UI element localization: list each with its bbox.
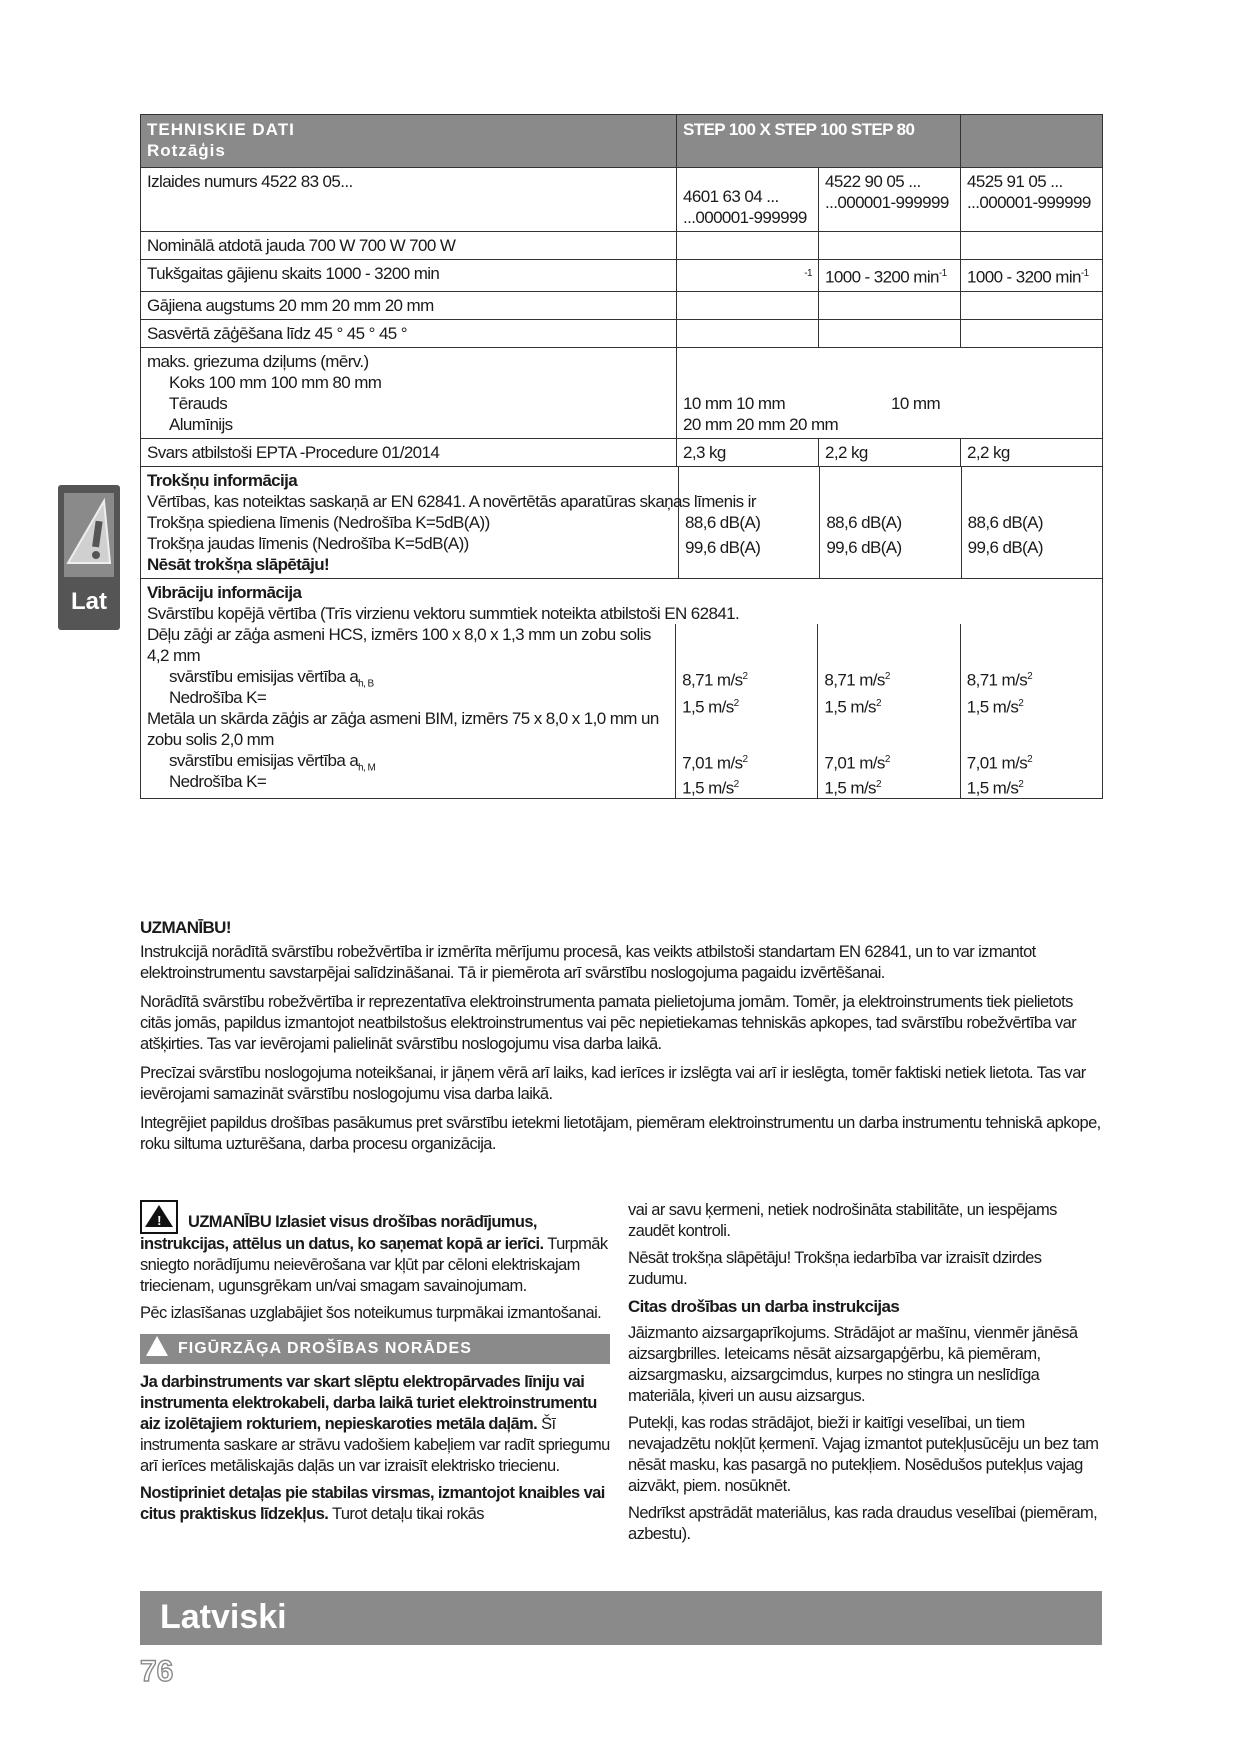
noise-intro: Vērtības, kas noteiktas saskaņā ar EN 62841. A novērtētās aparatūras skaņas līmenis ir — [147, 491, 756, 511]
noise-protect: Nēsāt trokšņa slāpētāju! — [147, 554, 330, 574]
table-subtitle: Rotzāģis — [147, 141, 226, 160]
strokes-c3: 1000 - 3200 $\min^{-1}$ — [961, 260, 1103, 292]
table-row — [141, 319, 1103, 347]
noise-pressure: Trokšņa spiediena līmenis (Nedrošība K=5dB(A)) — [147, 512, 490, 532]
warning-triangle-icon: ! — [140, 1200, 178, 1234]
noise-power: Trokšņa jaudas līmenis (Nedrošība K=5dB(A)) — [147, 533, 469, 553]
table-row — [141, 168, 1103, 232]
weight-c3: 2,2 kg — [961, 438, 1103, 466]
table-row — [141, 291, 1103, 319]
stroke-height-row: Gājiena augstums 20 mm 20 mm 20 mm — [141, 291, 677, 319]
release-label: Izlaides numurs 4522 83 05... — [141, 168, 677, 232]
table-row — [141, 232, 1103, 260]
warning-title: UZMANĪBU! — [140, 918, 231, 937]
release-c1: 4601 63 04 ... ...000001-999999 — [677, 168, 819, 232]
left-column — [140, 1200, 610, 1531]
warning-p1: Instrukcijā norādītā svārstību robežvērtība ir izmērīta mērījumu procesā, kas veikts atbilstoši standartam EN 62841, un to var izmantot elektroinstrumentu savstarpējai salīdzināšanai. Tā ir piemērota arī svārstību noslogojuma pagaidu izvērtēšanai. — [140, 943, 1036, 982]
table-row — [141, 260, 1103, 292]
weight-c1: 2,3 kg — [677, 438, 819, 466]
safety-1: Ja darbinstruments var skart slēptu elektropārvades līniju vai instrumenta elektrokabeli, darba laikā turiet elektroinstrumentu aiz izolētajiem rokturiem, nepieskaroties metāla daļām. Šī instrumenta saskare ar strāvu vadošiem kabeļiem var radīt spriegumu arī ierīces metāliskajās daļās un var izraisīt elektrisko triecienu. — [140, 1373, 610, 1475]
table-row — [141, 347, 1103, 438]
models-header-empty — [961, 115, 1103, 168]
power-row: Nominālā atdotā jauda 700 W 700 W 700 W — [141, 232, 677, 260]
warning-p2: Norādītā svārstību robežvērtība ir reprezentatīva elektroinstrumenta pamata pielietojuma jomām. Tomēr, ja elektroinstruments tiek pielietots citās jomās, papildus izmantojot neatbilstošus elektroinstrumentus vai pēc nepietiekamas tehniskās apkopes, tad svārstību robežvērtība var atšķirties. Tas var ievērojami palielināt svārstību noslogojumu visa darba laikā. — [140, 993, 1077, 1053]
safety-2: Nostipriniet detaļas pie stabilas virsmas, izmantojot knaibles vai citus praktiskus līdzekļus. Turot detaļu tikai rokās — [140, 1484, 605, 1523]
table-title: TEHNISKIE DATI — [147, 120, 295, 139]
warning-triangle-icon — [146, 1336, 168, 1356]
vib-intro: Svārstību kopējā vērtība (Trīs virzienu vektoru summtiek noteikta atbilstoši EN 62841. — [147, 603, 740, 623]
language-side-tab — [58, 485, 120, 630]
release-c3: 4525 91 05 ... ...000001-999999 — [961, 168, 1103, 232]
strokes-c1: -1 — [677, 260, 819, 292]
technical-data-table — [140, 114, 1103, 799]
continued-text: vai ar savu ķermeni, netiek nodrošināta stabilitāte, un iespējams zaudēt kontroli. — [628, 1201, 1057, 1240]
dust-paragraph: Putekļi, kas rodas strādājot, bieži ir kaitīgi veselībai, un tiem nevajadzētu nokļūt ķermenī. Vajag izmantot putekļusūcēju un bez tam nēsāt masku, kas pasargā no putekļiem. Nosēdušos putekļus vajag aizvākt, piem. nosūknēt. — [628, 1414, 1099, 1495]
warning-icon — [64, 493, 114, 577]
warning-p4: Integrējiet papildus drošības pasākumus pret svārstību ietekmi lietotājam, piemēram elektroinstrumentu un darba instrumentu tehniskā apkope, roku siltuma uzturēšana, darba procesu organizācija. — [140, 1114, 1101, 1153]
depth-cell: maks. griezuma dziļums (mērv.) Koks 100 mm 100 mm 80 mm Tērauds Alumīnijs — [141, 347, 677, 438]
gear-paragraph: Jāizmanto aizsargaprīkojums. Strādājot ar mašīnu, vienmēr jānēsā aizsargbrilles. Ieteicams nēsāt aizsargapģērbu, kā piemēram, aizsargmasku, aizsargcimdus, kurpes no stingra un neslīdīga materiāla, ķiveri un ausu aizsargus. — [628, 1324, 1078, 1405]
attention-paragraph: ! UZMANĪBU Izlasiet visus drošības norādījumus, instrukcijas, attēlus un datus, ko saņemat kopā ar ierīci. Turpmāk sniegto norādījumu neievērošana var kļūt par cēloni elektriskajam triecienam, ugunsgrēkam un/vai smagam savainojumam. — [140, 1200, 610, 1297]
warning-p3: Precīzai svārstību noslogojuma noteikšanai, ir jāņem vērā arī laiks, kad ierīces ir izslēgta vai arī ir ieslēgta, tomēr faktiski netiek lietota. Tas var ievērojami samazināt svārstību noslogojumu visa darba laikā. — [140, 1064, 1086, 1103]
noise-title: Trokšņu informācija — [147, 470, 298, 490]
strokes-row: Tukšgaitas gājienu skaits 1000 - 3200 min — [141, 260, 677, 292]
strokes-c2: 1000 - 3200 $\min^{-1}$ — [819, 260, 961, 292]
depth-values: 10 mm 10 mm 10 mm 20 mm 20 mm 20 mm — [677, 347, 1103, 438]
table-header-row — [141, 115, 1103, 168]
vib-wood: Dēļu zāģi ar zāģa asmeni HCS, izmērs 100 x 8,0 x 1,3 mm un zobu solis 4,2 mm — [147, 624, 651, 665]
safety-band: FIGŪRZĀĢA DROŠĪBAS NORĀDES — [140, 1334, 610, 1364]
models-header: STEP 100 X STEP 100 STEP 80 — [677, 115, 961, 168]
bevel-row: Sasvērtā zāģēšana līdz 45 ° 45 ° 45 ° — [141, 319, 677, 347]
page-number: 76 — [140, 1655, 174, 1688]
right-column — [628, 1200, 1102, 1551]
table-row — [141, 578, 1103, 798]
table-row — [141, 438, 1103, 466]
noise-block: Trokšņu informācija Vērtības, kas noteiktas saskaņā ar EN 62841. A novērtētās aparatūras skaņas līmenis ir Trokšņa spiediena līmenis (Nedrošība K=5dB(A)) Trokšņa jaudas līmenis (Nedrošība K=5dB(A)) Nēsāt trokšņa slāpētāju! 88,6 dB(A) 99,6 dB(A) 88,6 dB(A) 99,6 dB(A) 88,6 dB(A) 99,6 dB(A) — [141, 466, 1103, 578]
vibration-block: Vibrāciju informācija Svārstību kopējā vērtība (Trīs virzienu vektoru summtiek noteikta atbilstoši EN 62841. Dēļu zāģi ar zāģa asmeni HCS, izmērs 100 x 8,0 x 1,3 mm un zobu solis 4,2 mm svārstību emisijas vērtība $a_{h, B}$ Nedrošība K= Metāla un skārda zāģis ar zāģa asmeni BIM, izmērs 75 x 8,0 x 1,0 mm un zobu solis 2,0 mm svārstību emisijas vērtība $a_{h, M}$ Nedrošība K= 8,71 $m/s^2$ 1,5 $m/s^2$ 7,01 $m/s^2$ 1,5 $m/s^2$ 8,71 $m/s^2$ 1,5 $m/s^2$ 7,01 $m/s^2$ 1,5 $m/s^2$ 8,71 $m/s^2$ 1,5 $m/s^2$ 7,01 $m/s^2$ 1,5 $m/s^2$ — [141, 578, 1103, 798]
materials-paragraph: Nedrīkst apstrādāt materiālus, kas rada draudus veselībai (piemēram, azbestu). — [628, 1504, 1098, 1543]
language-footer-band — [140, 1591, 1102, 1645]
weight-row: Svars atbilstoši EPTA -Procedure 01/2014 — [141, 438, 677, 466]
other-instructions-heading: Citas drošības un darba instrukcijas — [628, 1297, 900, 1316]
side-tab-label: Lat — [71, 588, 107, 615]
noise-note: Nēsāt trokšņa slāpētāju! Trokšņa iedarbība var izraisīt dzirdes zudumu. — [628, 1249, 1042, 1288]
vib-metal: Metāla un skārda zāģis ar zāģa asmeni BIM, izmērs 75 x 8,0 x 1,0 mm un zobu solis 2,0 mm — [147, 708, 659, 749]
language-label: Latviski — [160, 1598, 287, 1636]
table-title-cell — [141, 115, 677, 168]
vibration-warning — [140, 917, 1105, 1163]
table-row — [141, 466, 1103, 578]
release-c2: 4522 90 05 ... ...000001-999999 — [819, 168, 961, 232]
keep-instructions: Pēc izlasīšanas uzglabājiet šos noteikumus turpmākai izmantošanai. — [140, 1304, 602, 1322]
vib-title: Vibrāciju informācija — [147, 582, 302, 602]
weight-c2: 2,2 kg — [819, 438, 961, 466]
